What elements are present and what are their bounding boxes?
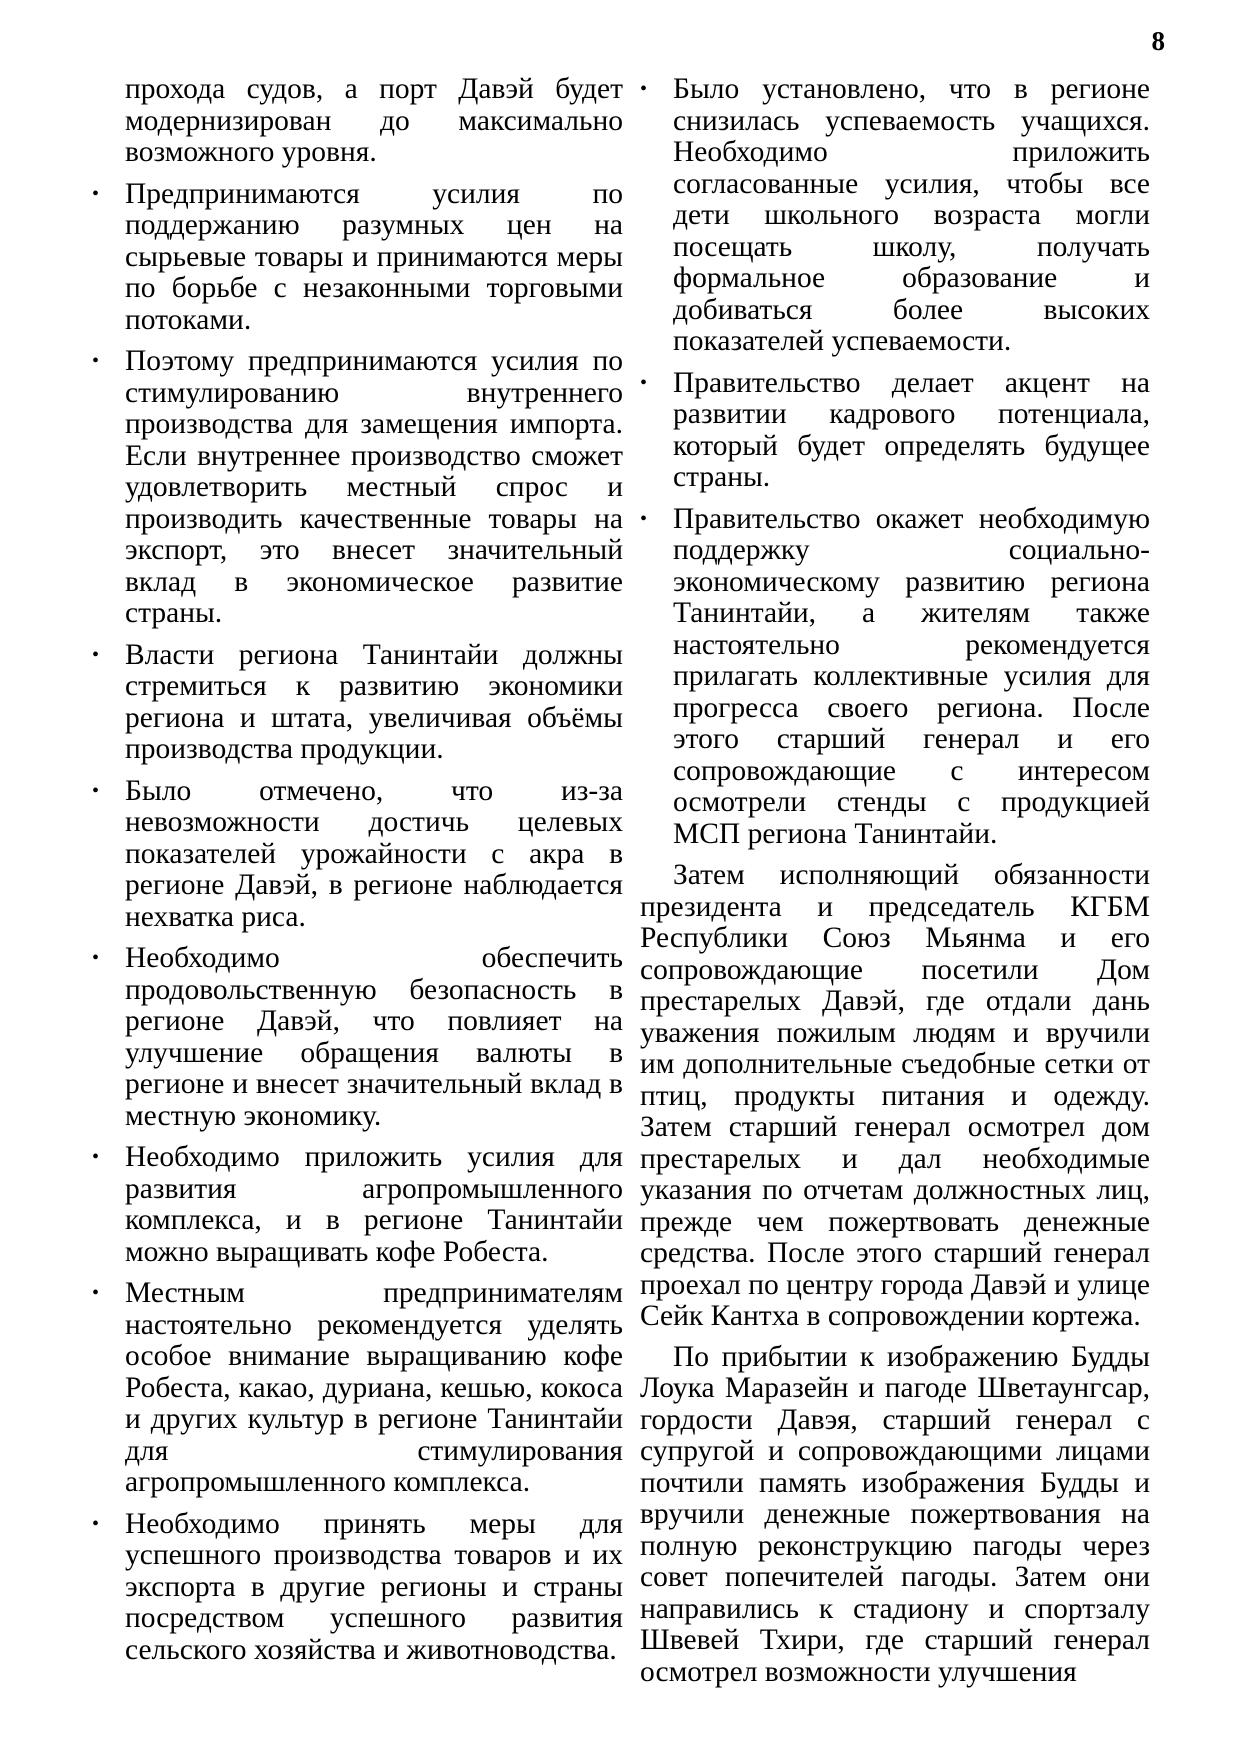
bullet-item [92, 1509, 623, 1667]
bullet-icon: • [92, 182, 100, 205]
bullet-icon: • [92, 1282, 100, 1304]
bullet-text: Необходимо принять меры для успешного производства товаров и их экспорта в другие регионы и страны посредством успешного развития сельского хозяйства и животноводства. [125, 1507, 623, 1666]
two-column-layout [92, 74, 1150, 1697]
bullet-item [92, 1278, 623, 1499]
bullet-item [92, 346, 623, 630]
bullet-item [92, 776, 623, 934]
bullet-icon: • [92, 779, 100, 802]
bullet-text: Было отмечено, что из-за невозможности достичь целевых показателей урожайности с акра в регионе Давэй, в регионе наблюдается нехватка риса. [125, 774, 623, 933]
bullet-icon: • [92, 643, 100, 666]
left-column [92, 74, 623, 1697]
bullet-text: Необходимо приложить усилия для развития агропромышленного комплекса, и в регионе Танинтайи можно выращивать кофе Робеста. [125, 1141, 623, 1268]
bullet-text: Правительство окажет необходимую поддержку социально-экономическому развитию региона Танинтайи, а жителям также настоятельно рекомендуется прилагать коллективные усилия для прогресса своего региона. После этого старший генерал и его сопровождающие с интересом осмотрели стенды с продукцией МСП региона Танинтайи. [673, 502, 1150, 850]
bullet-text: Предпринимаются усилия по поддержанию разумных цен на сырьевые товары и принимаются меры по борьбе с незаконными торговыми потоками. [125, 177, 623, 336]
bullet-text: Поэтому предпринимаются усилия по стимулированию внутреннего производства для замещения импорта. Если внутреннее производство сможет удовлетворить местный спрос и производить качественные товары на экспорт, это внесет значительный вклад в экономическое развитие страны. [125, 345, 623, 629]
right-column [640, 74, 1150, 1697]
continuation-paragraph: прохода судов, а порт Давэй будет модернизирован до максимально возможного уровня. [125, 73, 623, 168]
bullet-item [92, 1142, 623, 1268]
bullet-icon: • [92, 947, 100, 969]
bullet-item [640, 504, 1150, 851]
body-paragraph: Затем исполняющий обязанности президента и председатель КГБМ Республики Союз Мьянма и его сопровождающие посетили Дом престарелых Давэй, где отдали дань уважения пожилым людям и вручили им дополнительные съедобные сетки от птиц, продукты питания и одежду. Затем старший генерал осмотрел дом престарелых и дал необходимые указания по отчетам должностных лиц, прежде чем пожертвовать денежные средства. После этого старший генерал проехал по центру города Давэй и улице Сейк Кантха в сопровождении кортежа. [640, 859, 1150, 1332]
bullet-item [92, 179, 623, 337]
bullet-item [92, 943, 623, 1132]
bullet-icon: • [640, 371, 648, 394]
bullet-text: Власти региона Танинтайи должны стремиться к развитию экономики региона и штата, увеличивая объёмы производства продукции. [125, 638, 623, 765]
bullet-item [92, 640, 623, 766]
bullet-text: Необходимо обеспечить продовольственную безопасность в регионе Давэй, что повлияет на улучшение обращения валюты в регионе и внесет значительный вклад в местную экономику. [125, 942, 623, 1132]
bullet-icon: • [92, 350, 100, 372]
bullet-icon: • [92, 1512, 100, 1535]
bullet-item [640, 368, 1150, 494]
page-number: 8 [1151, 26, 1165, 56]
body-paragraph: По прибытии к изображению Будды Лоука Маразейн и пагоде Шветаунгсар, гордости Давэя, старший генерал с супругой и сопровождающими лицами почтили память изображения Будды и вручили денежные пожертвования на полную реконструкцию пагоды через совет попечителей пагоды. Затем они направились к стадиону и спортзалу Швевей Тхири, где старший генерал осмотрел возможности улучшения [640, 1340, 1150, 1688]
bullet-icon: • [640, 78, 648, 100]
bullet-text: Правительство делает акцент на развитии кадрового потенциала, который будет определять будущее страны. [673, 366, 1150, 493]
bullet-item [640, 74, 1150, 358]
bullet-icon: • [92, 1146, 100, 1168]
bullet-icon: • [640, 507, 648, 530]
bullet-text: Было установлено, что в регионе снизилась успеваемость учащихся. Необходимо приложить согласованные усилия, чтобы все дети школьного возраста могли посещать школу, получать формальное образование и добиваться более высоких показателей успеваемости. [673, 73, 1150, 357]
bullet-text: Местным предпринимателям настоятельно рекомендуется уделять особое внимание выращиванию кофе Робеста, какао, дуриана, кешью, кокоса и других культур в регионе Танинтайи для стимулирования агропромышленного комплекса. [125, 1277, 623, 1498]
